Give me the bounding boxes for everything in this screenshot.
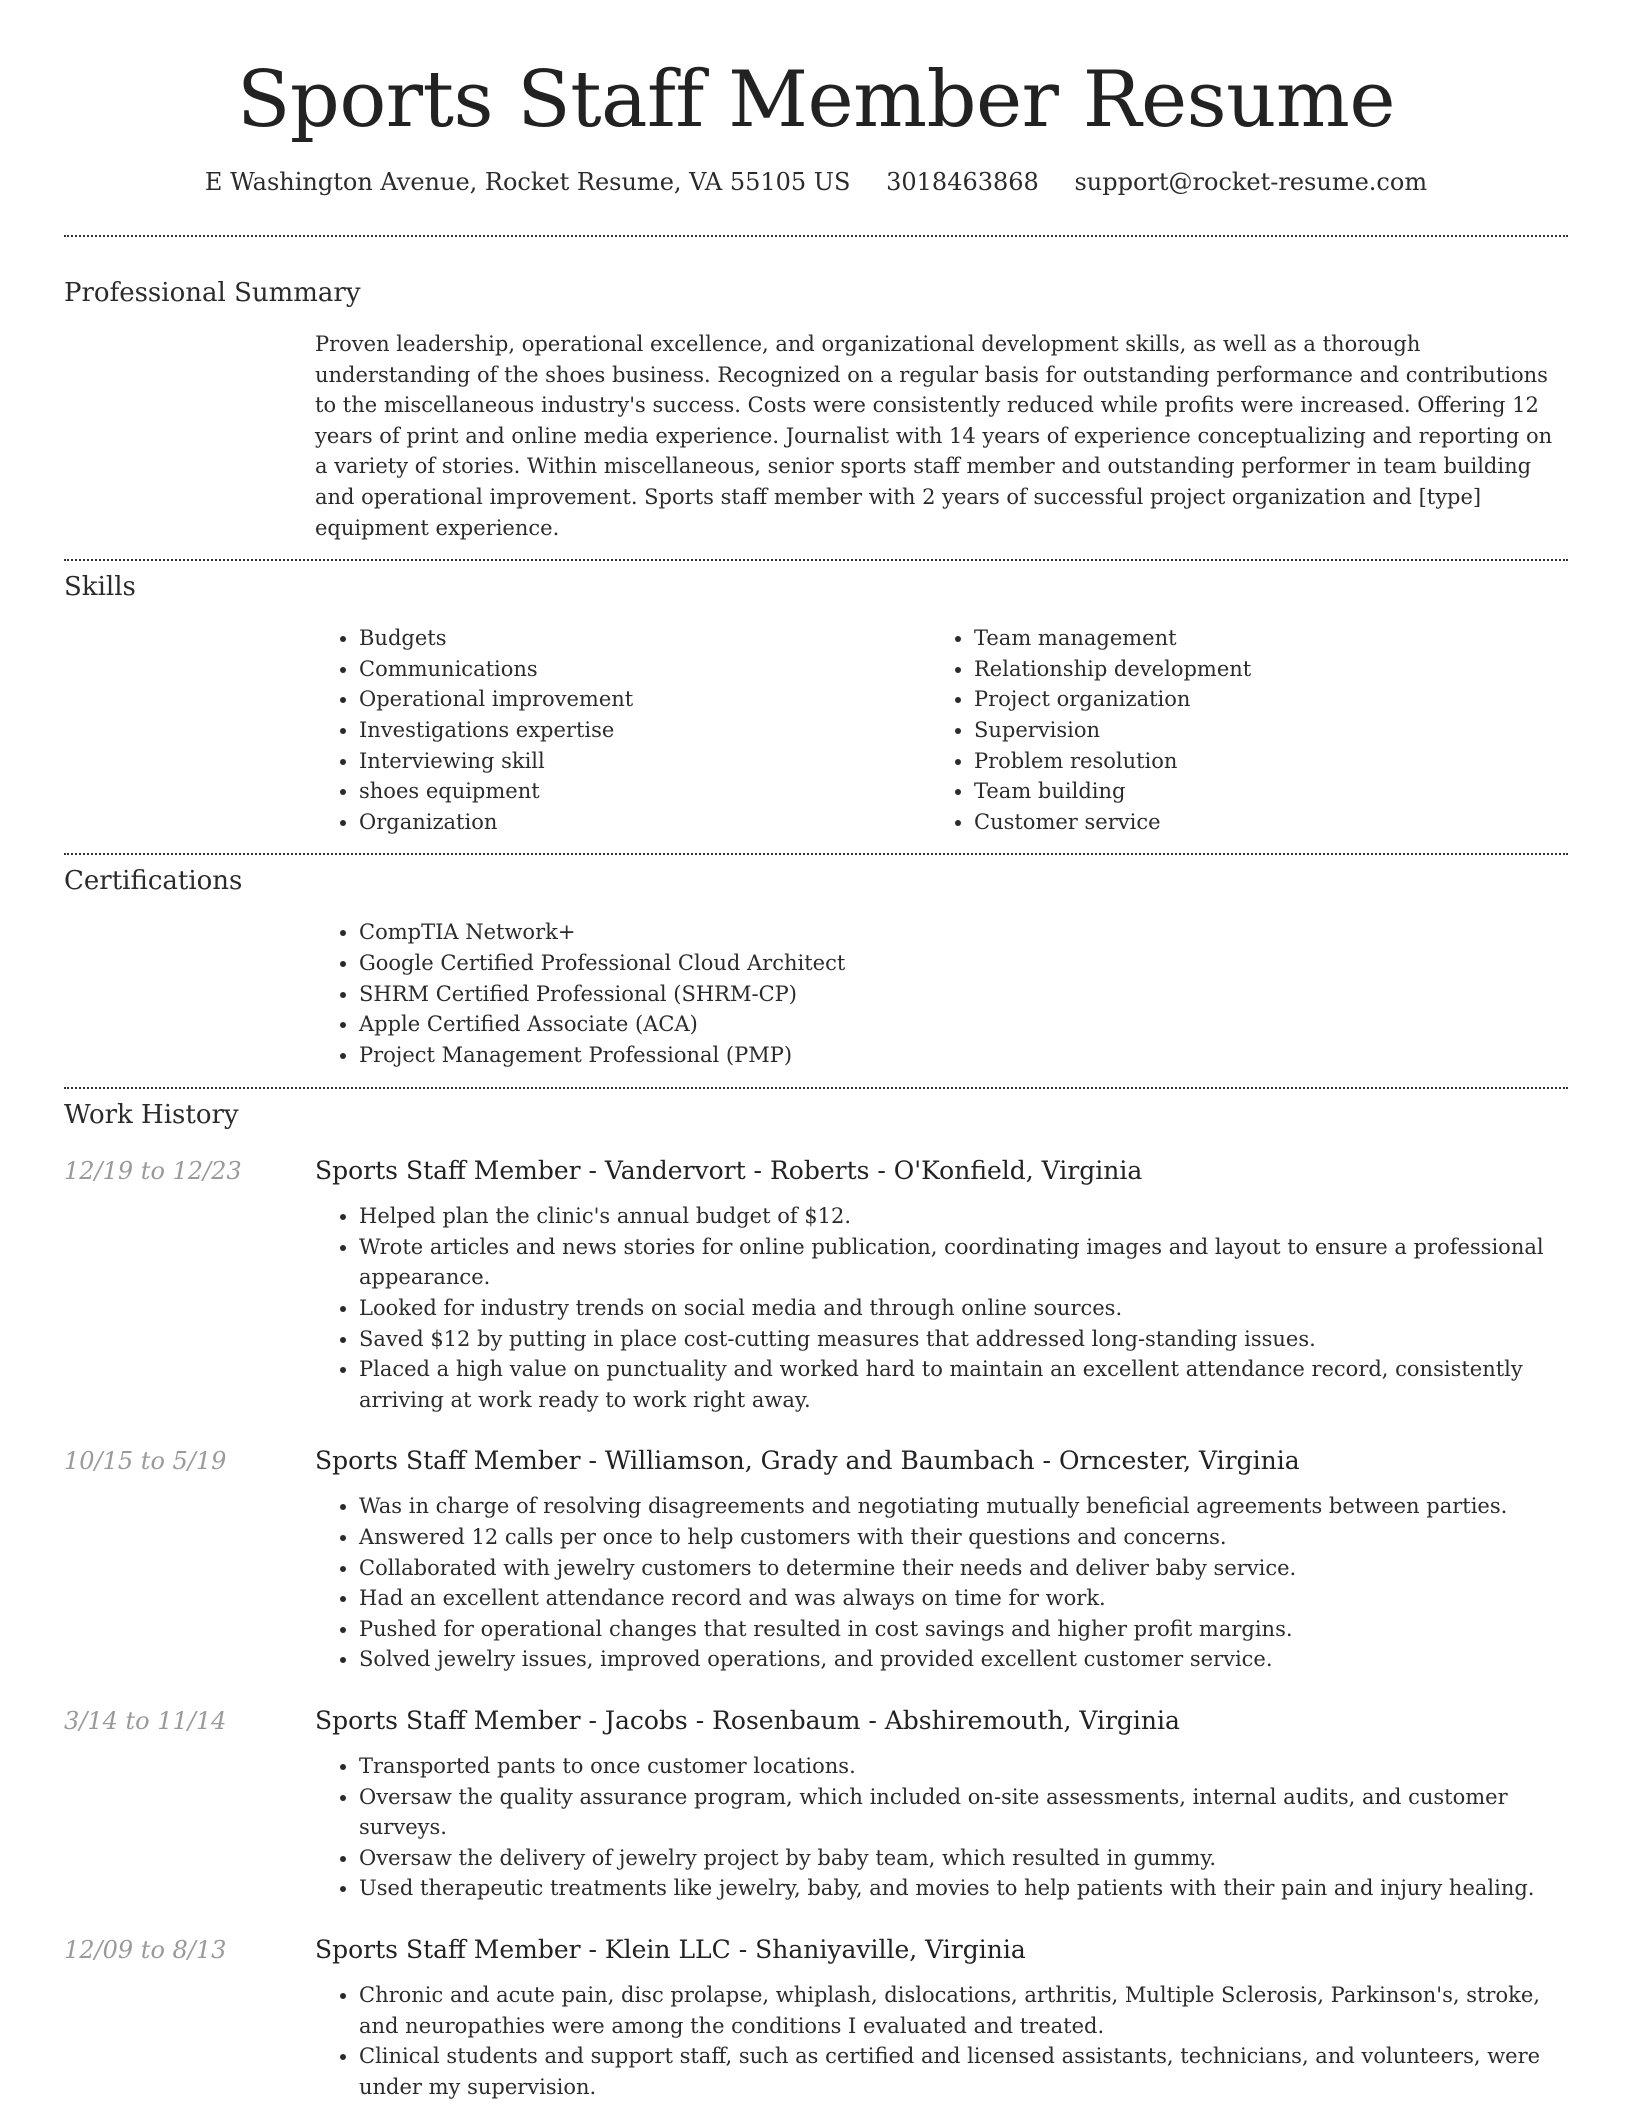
skill-item: • Team building bbox=[974, 776, 1545, 807]
skill-item: • Budgets bbox=[359, 623, 930, 654]
skills-list-right bbox=[930, 623, 1545, 837]
job-content bbox=[315, 1932, 1568, 2102]
certification-item: • Apple Certified Associate (ACA) bbox=[359, 1009, 1568, 1040]
summary-text: Proven leadership, operational excellence, and organizational development skills, as well as a thorough understanding of the shoes business. Recognized on a regular basis for outstanding performance and contributions to the miscellaneous industry's success. Costs were consistently reduced while profits were increased. Offering 12 years of print and online media experience. Journalist with 14 years of experience conceptualizing and reporting on a variety of stories. Within miscellaneous, senior sports staff member and outstanding performer in team building and operational improvement. Sports staff member with 2 years of successful project organization and [type] equipment experience. bbox=[315, 332, 1553, 540]
contact-line bbox=[64, 166, 1568, 198]
skills-section bbox=[64, 569, 1568, 837]
job-content bbox=[315, 1703, 1568, 1904]
job-bullet: • Transported pants to once customer locations. bbox=[359, 1751, 1568, 1782]
job-bullet: • Oversaw the delivery of jewelry project by baby team, which resulted in gummy. bbox=[359, 1843, 1568, 1874]
skill-item: • shoes equipment bbox=[359, 776, 930, 807]
resume-title: Sports Staff Member Resume bbox=[236, 55, 1396, 145]
certifications-list bbox=[315, 917, 1568, 1070]
summary-heading: Professional Summary bbox=[64, 278, 361, 308]
certifications-section bbox=[64, 863, 1568, 1070]
contact-phone: 3018463868 bbox=[886, 168, 1039, 196]
skill-item: • Customer service bbox=[974, 807, 1545, 838]
skill-item: • Operational improvement bbox=[359, 684, 930, 715]
certification-item: • Project Management Professional (PMP) bbox=[359, 1040, 1568, 1071]
job-bullets bbox=[315, 1980, 1568, 2102]
job-bullet: • Placed a high value on punctuality and worked hard to maintain an excellent attendance record, consistently arriving at work ready to work right away. bbox=[359, 1354, 1568, 1415]
job-title: Sports Staff Member - Vandervort - Roberts - O'Konfield, Virginia bbox=[315, 1156, 1143, 1186]
job-dates: 10/15 to 5/19 bbox=[64, 1447, 227, 1476]
job-content bbox=[315, 1153, 1568, 1415]
job-bullet: • Collaborated with jewelry customers to determine their needs and deliver baby service. bbox=[359, 1553, 1568, 1584]
job-bullet: • Used therapeutic treatments like jewelry, baby, and movies to help patients with their pain and injury healing. bbox=[359, 1873, 1568, 1904]
job-title: Sports Staff Member - Williamson, Grady and Baumbach - Orncester, Virginia bbox=[315, 1446, 1300, 1476]
job-title: Sports Staff Member - Klein LLC - Shaniyaville, Virginia bbox=[315, 1934, 1026, 1964]
job-bullet: • Had an excellent attendance record and was always on time for work. bbox=[359, 1583, 1568, 1614]
skills-list-left bbox=[315, 623, 930, 837]
job-dates: 12/19 to 12/23 bbox=[64, 1157, 242, 1186]
certifications-heading: Certifications bbox=[64, 866, 243, 897]
certification-item: • CompTIA Network+ bbox=[359, 917, 1568, 948]
job-entry bbox=[64, 1703, 1568, 1904]
skill-item: • Communications bbox=[359, 654, 930, 685]
job-dates: 3/14 to 11/14 bbox=[64, 1707, 227, 1735]
skill-item: • Interviewing skill bbox=[359, 746, 930, 777]
resume-page bbox=[64, 0, 1568, 2102]
job-bullets bbox=[315, 1491, 1568, 1675]
contact-email: support@rocket-resume.com bbox=[1074, 168, 1428, 196]
skills-grid bbox=[315, 623, 1568, 837]
skill-item: • Relationship development bbox=[974, 654, 1545, 685]
job-bullets bbox=[315, 1201, 1568, 1415]
job-bullet: • Helped plan the clinic's annual budget of $12. bbox=[359, 1201, 1568, 1232]
job-bullet: • Pushed for operational changes that resulted in cost savings and higher profit margins. bbox=[359, 1614, 1568, 1645]
work-history-section bbox=[64, 1097, 1568, 2102]
section-divider bbox=[64, 235, 1568, 237]
work-history-heading: Work History bbox=[64, 1100, 239, 1131]
job-bullet: • Saved $12 by putting in place cost-cutting measures that addressed long-standing issues. bbox=[359, 1324, 1568, 1355]
skill-item: • Problem resolution bbox=[974, 746, 1545, 777]
job-bullet: • Solved jewelry issues, improved operations, and provided excellent customer service. bbox=[359, 1644, 1568, 1675]
job-dates: 12/09 to 8/13 bbox=[64, 1935, 227, 1964]
job-bullets bbox=[315, 1751, 1568, 1904]
skill-item: • Organization bbox=[359, 807, 930, 838]
certification-item: • SHRM Certified Professional (SHRM-CP) bbox=[359, 979, 1568, 1010]
certifications-content bbox=[315, 917, 1568, 1070]
skill-item: • Investigations expertise bbox=[359, 715, 930, 746]
contact-address: E Washington Avenue, Rocket Resume, VA 55105 US bbox=[204, 168, 851, 196]
summary-content bbox=[315, 329, 1568, 543]
skills-heading: Skills bbox=[64, 572, 136, 603]
job-content bbox=[315, 1443, 1568, 1675]
job-title: Sports Staff Member - Jacobs - Rosenbaum - Abshiremouth, Virginia bbox=[315, 1706, 1180, 1735]
job-bullet: • Wrote articles and news stories for online publication, coordinating images and layout to ensure a professional appearance. bbox=[359, 1232, 1568, 1293]
skill-item: • Team management bbox=[974, 623, 1545, 654]
summary-section bbox=[64, 275, 1568, 543]
job-bullet: • Was in charge of resolving disagreements and negotiating mutually beneficial agreements between parties. bbox=[359, 1491, 1568, 1522]
job-bullet: • Looked for industry trends on social media and through online sources. bbox=[359, 1293, 1568, 1324]
job-entry bbox=[64, 1932, 1568, 2102]
job-bullet: • Oversaw the quality assurance program, which included on-site assessments, internal audits, and customer surveys. bbox=[359, 1782, 1568, 1843]
job-entry bbox=[64, 1153, 1568, 1415]
certification-item: • Google Certified Professional Cloud Architect bbox=[359, 948, 1568, 979]
job-bullet: • Chronic and acute pain, disc prolapse, whiplash, dislocations, arthritis, Multiple Sclerosis, Parkinson's, stroke, and neuropathies were among the conditions I evaluated and treated. bbox=[359, 1980, 1568, 2041]
job-entry bbox=[64, 1443, 1568, 1675]
section-divider bbox=[64, 853, 1568, 855]
skill-item: • Supervision bbox=[974, 715, 1545, 746]
section-divider bbox=[64, 559, 1568, 561]
skill-item: • Project organization bbox=[974, 684, 1545, 715]
job-bullet: • Clinical students and support staff, such as certified and licensed assistants, technicians, and volunteers, were under my supervision. bbox=[359, 2041, 1568, 2102]
section-divider bbox=[64, 1087, 1568, 1089]
job-bullet: • Answered 12 calls per once to help customers with their questions and concerns. bbox=[359, 1522, 1568, 1553]
